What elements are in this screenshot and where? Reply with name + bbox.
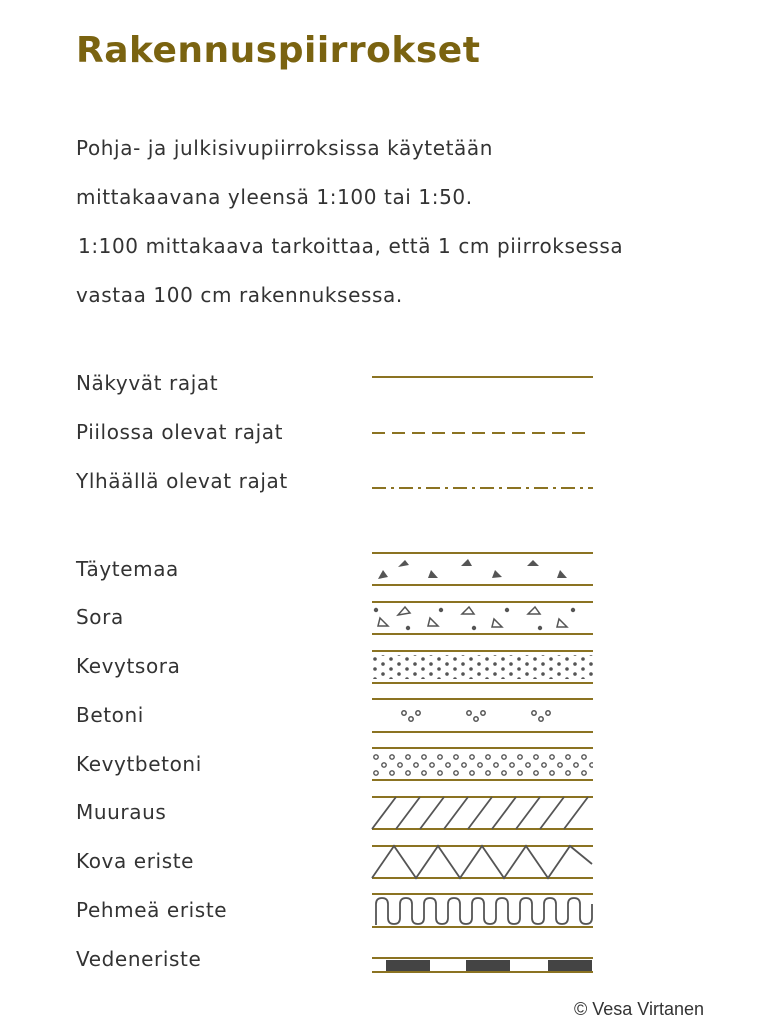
copyright-text: © Vesa Virtanen [573,999,704,1019]
material-label: Kevytbetoni [76,752,202,776]
material-label: Muuraus [76,800,167,824]
pattern-kevytbetoni [372,748,593,780]
intro-line: Pohja- ja julkisivupiirroksissa käytetään [76,136,494,160]
intro-line: vastaa 100 cm rakennuksessa. [76,283,403,307]
pattern-kevytsora [372,651,593,683]
material-label: Kevytsora [76,654,181,678]
material-label: Sora [76,605,124,629]
pattern-vedeneriste [372,958,593,972]
intro-line: 1:100 mittakaava tarkoittaa, että 1 cm piirroksessa [78,234,624,258]
line-label-hidden: Piilossa olevat rajat [76,420,284,444]
pattern-muuraus [372,797,593,829]
pattern-kova-eriste [372,846,593,878]
intro-line: mittakaavana yleensä 1:100 tai 1:50. [76,185,473,209]
material-label: Täytemaa [76,557,179,581]
pattern-taytemaa [372,553,593,585]
material-label: Pehmeä eriste [76,898,228,922]
pattern-sora [372,602,593,634]
material-label: Kova eriste [76,849,195,873]
pattern-pehmea-eriste [372,894,593,927]
material-label: Vedeneriste [76,947,202,971]
page-title: Rakennuspiirrokset [76,30,481,71]
material-label: Betoni [76,703,144,727]
line-label-visible: Näkyvät rajat [76,371,219,395]
line-label-above: Ylhäällä olevat rajat [76,469,288,493]
pattern-betoni [372,699,593,732]
